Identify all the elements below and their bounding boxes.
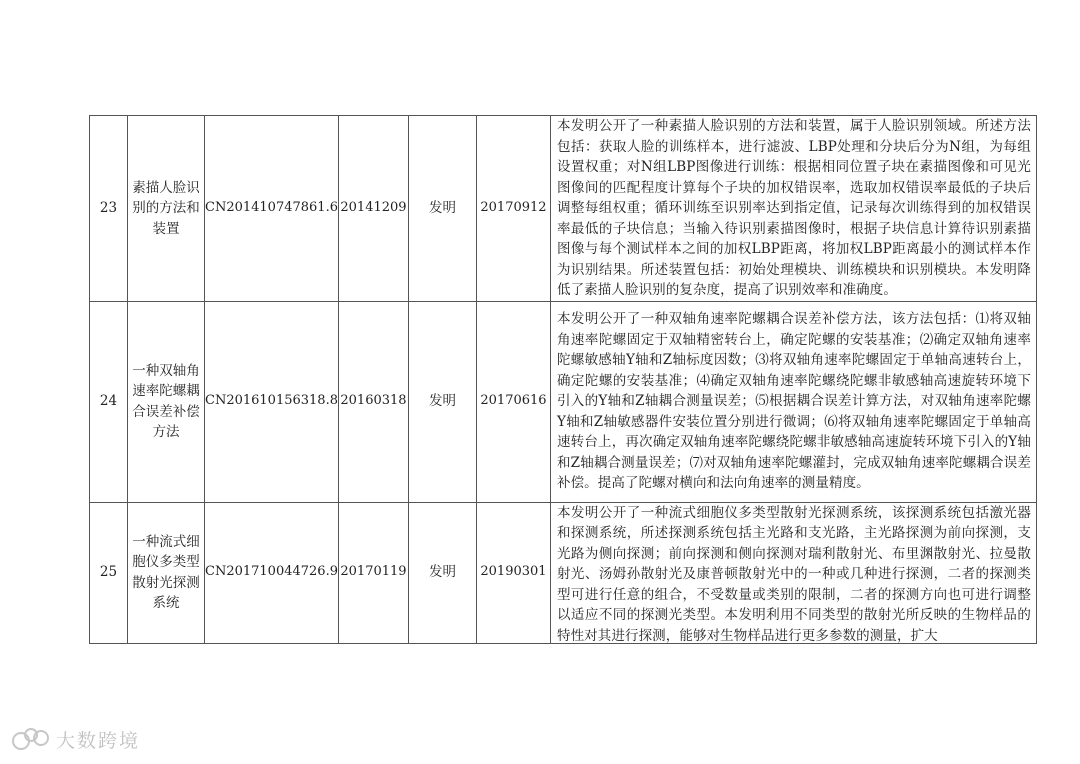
row-index: 25: [90, 502, 128, 643]
wechat-channel-logo-icon: [12, 728, 50, 752]
table-row: [90, 301, 1037, 502]
row-index: 23: [90, 116, 128, 302]
grant-date: 20170912: [476, 116, 550, 302]
patent-type: 发明: [408, 116, 476, 302]
patent-table: [89, 115, 1037, 644]
application-date: 20170119: [338, 502, 408, 643]
table-row: [90, 116, 1037, 302]
patent-abstract: 本发明公开了一种流式细胞仪多类型散射光探测系统，该探测系统包括激光器和探测系统，所述探测系统包括主光路和支光路，主光路探测为前向探测，支光路为侧向探测；前向探测和侧向探测对瑞利散射光、布里渊散射光、拉曼散射光、汤姆孙散射光及康普顿散射光中的一种或几种进行探测，二者的探测类型可进行任意的组合，不受数量或类别的限制，二者的探测方向也可进行调整以适应不同的探测光类型。本发明利用不同类型的散射光所反映的生物样品的特性对其进行探测，能够对生物样品进行更多参数的测量，扩大: [556, 504, 1031, 643]
application-number: CN201610156318.8: [205, 301, 339, 502]
patent-type: 发明: [408, 301, 476, 502]
patent-type: 发明: [408, 502, 476, 643]
grant-date: 20170616: [476, 301, 550, 502]
application-date: 20160318: [338, 301, 408, 502]
table-row: [90, 502, 1037, 643]
patent-abstract: 本发明公开了一种双轴角速率陀螺耦合误差补偿方法，该方法包括：⑴将双轴角速率陀螺固定于双轴精密转台上，确定陀螺的安装基准；⑵确定双轴角速率陀螺敏感轴Y轴和Z轴标度因数；⑶将双轴角速率陀螺固定于单轴高速转台上，确定陀螺的安装基准；⑷确定双轴角速率陀螺绕陀螺非敏感轴高速旋转环境下引入的Y轴和Z轴耦合测量误差；⑸根据耦合误差计算方法，对双轴角速率陀螺Y轴和Z轴敏感器件安装位置分别进行微调；⑹将双轴角速率陀螺固定于单轴高速转台上，再次确定双轴角速率陀螺绕陀螺非敏感轴高速旋转环境下引入的Y轴和Z轴耦合测量误差；⑺对双轴角速率陀螺灌封，完成双轴角速率陀螺耦合误差补偿。提高了陀螺对横向和法向角速率的测量精度。: [550, 301, 1036, 502]
patent-title: 一种流式细胞仪多类型散射光探测系统: [128, 502, 205, 643]
patent-title: 一种双轴角速率陀螺耦合误差补偿方法: [128, 301, 205, 502]
application-number: CN201410747861.6: [205, 116, 339, 302]
application-date: 20141209: [338, 116, 408, 302]
row-index: 24: [90, 301, 128, 502]
grant-date: 20190301: [476, 502, 550, 643]
watermark: [12, 726, 140, 753]
patent-abstract: 本发明公开了一种素描人脸识别的方法和装置，属于人脸识别领域。所述方法包括：获取人脸的训练样本，进行滤波、LBP处理和分块后分为N组，为每组设置权重；对N组LBP图像进行训练：根据相同位置子块在素描图像和可见光图像间的匹配程度计算每个子块的加权错误率，选取加权错误率最低的子块后调整每组权重；循环训练至识别率达到指定值，记录每次训练得到的加权错误率最低的子块信息；当输入待识别素描图像时，根据子块信息计算待识别素描图像与每个测试样本之间的加权LBP距离，将加权LBP距离最小的测试样本作为识别结果。所述装置包括：初始处理模块、训练模块和识别模块。本发明降低了素描人脸识别的复杂度，提高了识别效率和准确度。: [550, 116, 1036, 302]
patent-title: 素描人脸识别的方法和装置: [128, 116, 205, 302]
patent-abstract-cell: [550, 502, 1036, 643]
watermark-text: 大数跨境: [56, 730, 141, 752]
application-number: CN201710044726.9: [205, 502, 339, 643]
